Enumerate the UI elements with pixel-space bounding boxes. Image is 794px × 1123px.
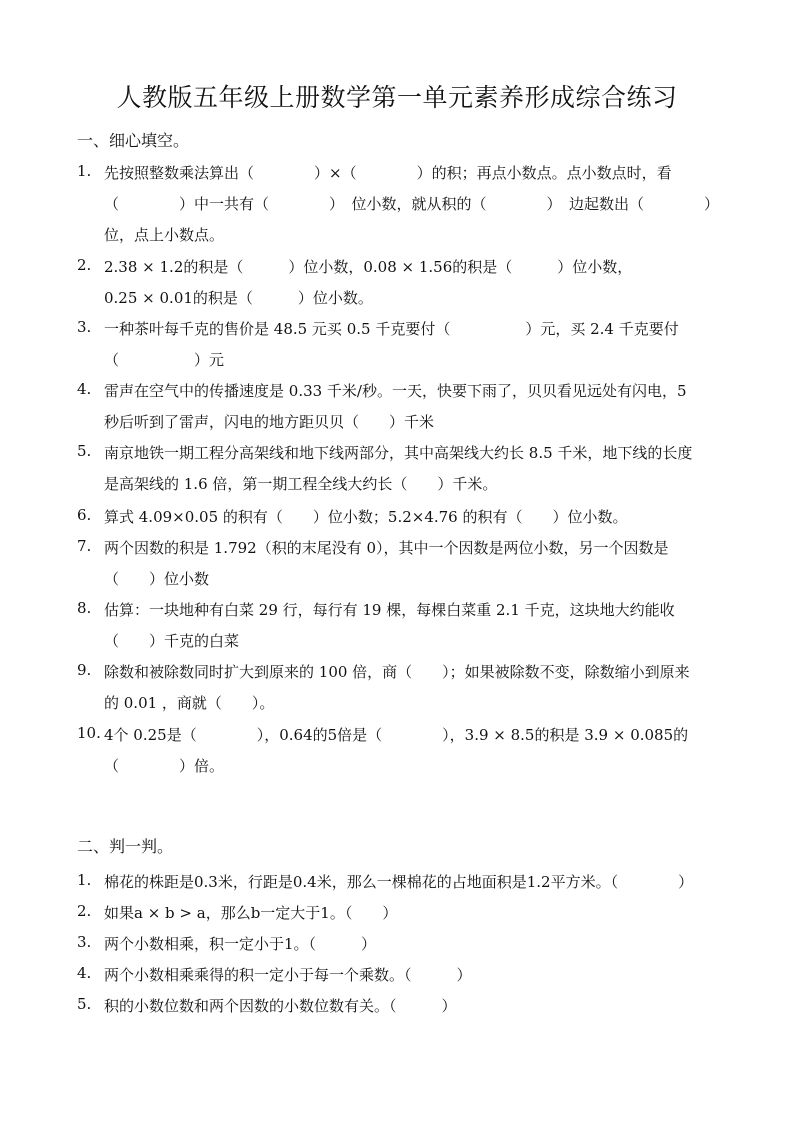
question-text-line: 是高架线的 1.6 倍，第一期工程全线大约长（ ）千米。 — [104, 475, 498, 493]
question-text-line: 两个因数的积是 1.792（积的末尾没有 0），其中一个因数是两位小数，另一个因数是 — [104, 539, 669, 557]
question-number: 4. — [77, 380, 92, 398]
question-number: 6. — [77, 506, 92, 524]
question-number: 3. — [77, 933, 92, 951]
question-number: 1. — [77, 871, 92, 889]
question-text-line: 先按照整数乘法算出（ ）×（ ）的积；再点小数点。点小数点时，看 — [104, 164, 672, 182]
question-number: 10. — [77, 724, 101, 742]
question-number: 4. — [77, 964, 92, 982]
question-text-line: （ ）倍。 — [104, 757, 225, 775]
question-text-line: （ ）千克的白菜 — [104, 632, 240, 650]
question-text-line: 一种茶叶每千克的售价是 48.5 元买 0.5 千克要付（ ）元，买 2.4 千克要付 — [104, 320, 679, 338]
question-text-line: 算式 4.09×0.05 的积有（ ）位小数；5.2×4.76 的积有（ ）位小数。 — [104, 508, 628, 526]
section-fill-in-heading: 一、细心填空。 — [77, 131, 190, 150]
question-text-line: （ ）中一共有（ ） 位小数，就从积的（ ） 边起数出（ ） — [104, 195, 720, 213]
question-text-line: 棉花的株距是0.3米，行距是0.4米，那么一棵棉花的占地面积是1.2平方米。（ ） — [104, 873, 694, 891]
question-number: 3. — [77, 318, 92, 336]
question-text-line: 积的小数位数和两个因数的小数位数有关。（ ） — [104, 997, 457, 1015]
question-number: 2. — [77, 256, 92, 274]
question-text-line: 两个小数相乘乘得的积一定小于每一个乘数。（ ） — [104, 966, 472, 984]
question-text-line: 南京地铁一期工程分高架线和地下线两部分，其中高架线大约长 8.5 千米，地下线的长度 — [104, 444, 693, 462]
question-text-line: （ ）元 — [104, 351, 225, 369]
question-text-line: 秒后听到了雷声，闪电的地方距贝贝（ ）千米 — [104, 413, 435, 431]
question-number: 5. — [77, 995, 92, 1013]
question-text-line: 两个小数相乘，积一定小于1。（ ） — [104, 935, 377, 953]
question-number: 1. — [77, 162, 92, 180]
question-number: 5. — [77, 442, 92, 460]
question-text-line: 估算：一块地种有白菜 29 行，每行有 19 棵，每棵白菜重 2.1 千克，这块地大约能收 — [104, 601, 675, 619]
question-text-line: 除数和被除数同时扩大到原来的 100 倍，商（ ）；如果被除数不变，除数缩小到原来 — [104, 663, 690, 681]
question-text-line: 的 0.01 ，商就（ ）。 — [104, 694, 275, 712]
page-title: 人教版五年级上册数学第一单元素养形成综合练习 — [116, 83, 678, 112]
section-true-false-heading: 二、判一判。 — [77, 837, 174, 856]
question-text-line: 位，点上小数点。 — [104, 226, 225, 244]
question-number: 8. — [77, 599, 92, 617]
question-number: 9. — [77, 661, 92, 679]
question-number: 7. — [77, 537, 92, 555]
question-text-line: 如果a × b > a，那么b一定大于1。（ ） — [104, 904, 398, 922]
question-text-line: 0.25 × 0.01的积是（ ）位小数。 — [104, 289, 373, 307]
question-number: 2. — [77, 902, 92, 920]
question-text-line: 4个 0.25是（ ），0.64的5倍是（ ），3.9 × 8.5的积是 3.9 × 0.085的 — [104, 726, 689, 744]
question-text-line: 2.38 × 1.2的积是（ ）位小数，0.08 × 1.56的积是（ ）位小数， — [104, 258, 633, 276]
question-text-line: 雷声在空气中的传播速度是 0.33 千米/秒。一天，快要下雨了，贝贝看见远处有闪电，5 — [104, 382, 687, 400]
question-text-line: （ ）位小数 — [104, 570, 210, 588]
